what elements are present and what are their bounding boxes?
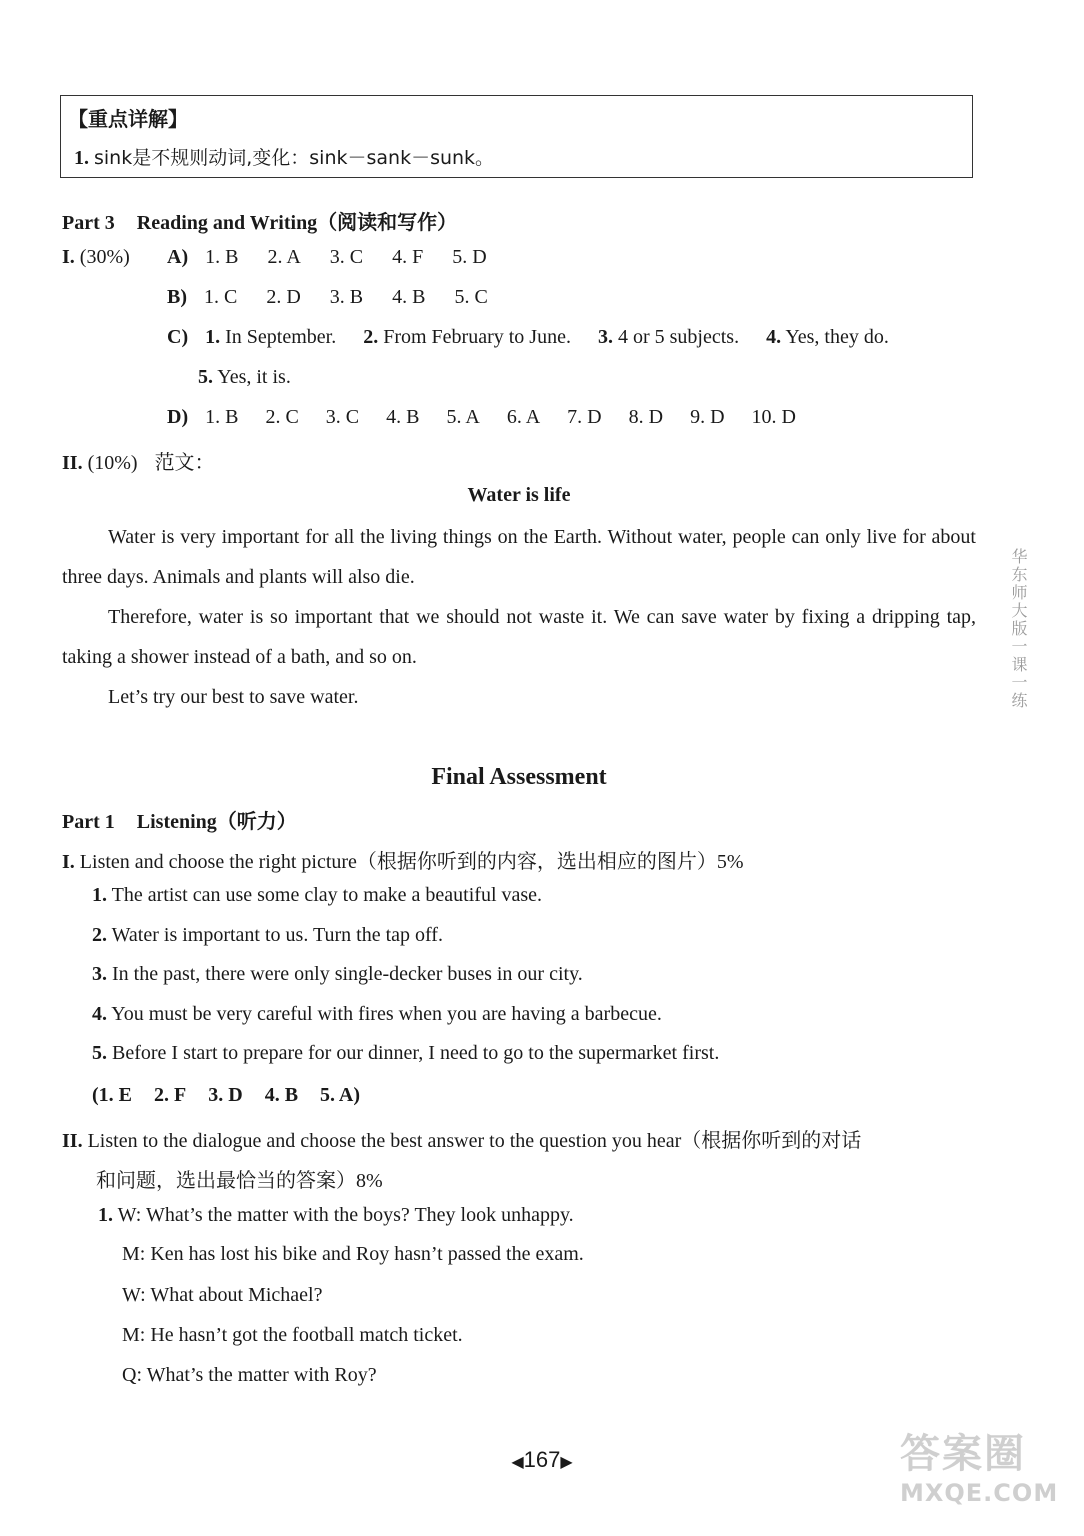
item-text: In the past, there were only single-decker buses in our city. — [112, 963, 583, 985]
answer: 7. D — [567, 406, 602, 428]
dialogue-text: Ken has lost his bike and Roy hasn’t passed the exam. — [150, 1243, 584, 1265]
speaker: Q: — [122, 1364, 142, 1386]
answer: Yes, it is. — [217, 366, 291, 388]
part1-title: Listening（听力） — [136, 811, 297, 833]
part3-heading — [62, 206, 457, 235]
left-arrow-icon: ◀ — [511, 1454, 524, 1471]
instruction-text: Listen and choose the right picture（根据你听到的内容，选出相应的图片）5% — [79, 851, 744, 873]
key-points-title: 【重点详解】 — [68, 109, 188, 131]
section-ii-label — [62, 446, 215, 475]
answer: 6. A — [506, 406, 541, 428]
list-item — [92, 1003, 662, 1026]
part3-title: Reading and Writing（阅读和写作） — [136, 212, 458, 234]
item-number: 4. — [92, 1003, 107, 1025]
answer: 4. B — [264, 1084, 299, 1106]
part1-label: Part 1 — [62, 811, 115, 833]
dialogue-line — [122, 1324, 463, 1347]
item-number: 1. — [92, 884, 107, 906]
answer: 1. C — [204, 286, 238, 308]
listening-section-i-instruction — [62, 845, 744, 874]
answer: 2. C — [265, 406, 299, 428]
answer: 4. B — [386, 406, 420, 428]
item-number: 5. — [92, 1042, 107, 1064]
sample-essay-label: 范文： — [154, 452, 215, 474]
dialogue-line — [98, 1204, 574, 1227]
part1-heading — [62, 805, 297, 834]
answer-number: 2. — [363, 326, 379, 348]
final-assessment-title: Final Assessment — [431, 764, 607, 790]
answers-row-c-continued — [198, 366, 291, 389]
answer: 1. B — [205, 246, 239, 268]
essay-paragraph-2: Therefore, water is so important that we should not waste it. We can save water by fixing a dripping tap, taking a shower instead of a bath, and so on. — [62, 606, 976, 668]
speaker: M: — [122, 1324, 146, 1346]
answer: 4. B — [392, 286, 426, 308]
answer: Yes, they do. — [785, 326, 889, 348]
speaker: M: — [122, 1243, 146, 1265]
essay-paragraph-3: Let’s try our best to save water. — [108, 686, 359, 708]
answer: 5. A — [446, 406, 480, 428]
row-c-label: C) — [167, 326, 189, 348]
answers-row-c — [167, 326, 889, 349]
answer: 10. D — [751, 406, 796, 428]
answer-number: 3. — [597, 326, 613, 348]
list-item — [92, 1042, 719, 1065]
paren-close: ) — [353, 1084, 361, 1106]
answers-row-a — [167, 246, 487, 269]
dialogue-text: What’s the matter with the boys? They look unhappy. — [145, 1204, 574, 1226]
dialogue-text: What’s the matter with Roy? — [146, 1364, 377, 1386]
answer: 3. B — [329, 286, 364, 308]
answer: 9. D — [690, 406, 725, 428]
dialogue-line — [122, 1364, 377, 1387]
item-number: 3. — [92, 963, 107, 985]
row-d-label: D) — [167, 406, 189, 428]
page-number-value: 167 — [523, 1447, 561, 1472]
watermark-url: MXQE.COM — [900, 1479, 1059, 1507]
list-item — [92, 963, 583, 986]
section-ii-number: II. — [62, 452, 83, 474]
part3-label: Part 3 — [62, 212, 115, 234]
answers-row-d — [167, 406, 796, 429]
answer: 2. F — [154, 1084, 187, 1106]
instruction-text: Listen to the dialogue and choose the best answer to the question you hear（根据你听到的对话 — [87, 1130, 862, 1152]
item-number: 2. — [92, 924, 107, 946]
answer: 2. A — [267, 246, 301, 268]
side-book-title: 华东师大版一课一练 — [1009, 548, 1026, 710]
right-arrow-icon: ▶ — [560, 1454, 573, 1471]
section-number: II. — [62, 1130, 83, 1152]
answer: 3. D — [208, 1084, 243, 1106]
dialogue-text: What about Michael? — [150, 1284, 323, 1306]
answers-row-b — [167, 286, 488, 309]
answer: 3. C — [325, 406, 360, 428]
section-number: I. — [62, 851, 75, 873]
watermark — [900, 1422, 1080, 1532]
list-item — [92, 924, 443, 947]
answer: 4 or 5 subjects. — [617, 326, 740, 348]
key-point-text: sink是不规则动词,变化：sink－sank－sunk。 — [94, 147, 495, 169]
listening-section-ii-instruction-continued: 和问题，选出最恰当的答案）8% — [96, 1170, 383, 1192]
dialogue-line — [122, 1284, 323, 1307]
item-text: Water is important to us. Turn the tap off. — [111, 924, 443, 946]
speaker: W: — [122, 1284, 146, 1306]
answer: 5. C — [454, 286, 488, 308]
key-point-item — [74, 143, 494, 170]
section-i-score: (30%) — [79, 246, 130, 268]
answer-number: 5. — [198, 366, 213, 388]
item-number: 1. — [98, 1204, 113, 1226]
essay-title: Water is life — [467, 484, 571, 506]
answer: 1. B — [205, 406, 239, 428]
answer-number: 4. — [766, 326, 782, 348]
answer: 5. D — [452, 246, 487, 268]
list-item — [92, 884, 542, 907]
item-text: Before I start to prepare for our dinner, I need to go to the supermarket first. — [112, 1042, 720, 1064]
item-text: You must be very careful with fires when you are having a barbecue. — [111, 1003, 662, 1025]
section-i-label — [62, 246, 130, 269]
dialogue-line — [122, 1243, 584, 1266]
key-point-number: 1. — [74, 147, 89, 169]
answer: From February to June. — [383, 326, 571, 348]
paren-open: ( — [92, 1084, 99, 1106]
answer: 4. F — [392, 246, 424, 268]
watermark-logo-text: 答案圈 — [900, 1431, 1026, 1477]
answer: 3. C — [329, 246, 364, 268]
section-i-number: I. — [62, 246, 75, 268]
dialogue-text: He hasn’t got the football match ticket. — [150, 1324, 463, 1346]
row-b-label: B) — [167, 286, 187, 308]
listening-section-ii-instruction — [62, 1124, 861, 1153]
answer: 1. E — [98, 1084, 133, 1106]
listening-answers — [92, 1084, 360, 1107]
answer: 5. A — [320, 1084, 354, 1106]
row-a-label: A) — [167, 246, 189, 268]
item-text: The artist can use some clay to make a beautiful vase. — [111, 884, 543, 906]
answer: 2. D — [266, 286, 301, 308]
answer-number: 1. — [205, 326, 221, 348]
answer: 8. D — [628, 406, 664, 428]
section-ii-score: (10%) — [87, 452, 138, 474]
essay-paragraph-1: Water is very important for all the living things on the Earth. Without water, people can only live for about three days. Animals and plants will also die. — [62, 526, 976, 588]
answer: In September. — [225, 326, 337, 348]
speaker: W: — [117, 1204, 142, 1226]
